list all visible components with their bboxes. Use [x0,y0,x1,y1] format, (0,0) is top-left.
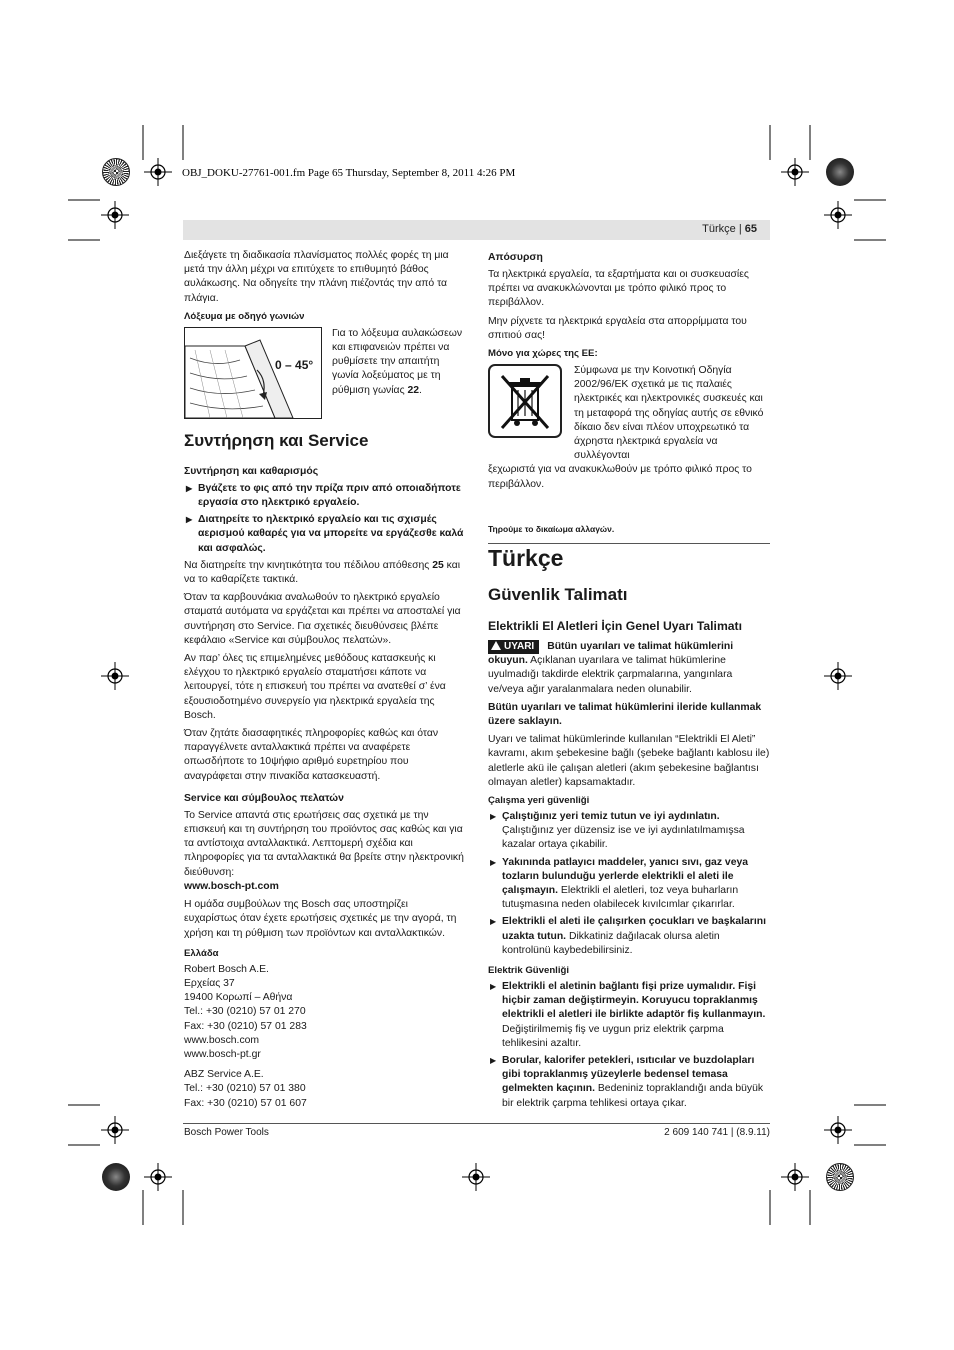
address-line: Fax: +30 (0210) 57 01 607 [184,1097,307,1109]
crosshair-icon [462,1163,490,1191]
paragraph: Η ομάδα συμβούλων της Bosch σας υποστηρίζει ευχαρίστως όταν έχετε ερωτήσεις σχετικές με την αγορά, τη χρήση και τη ρύθμιση των προϊόντων και ανταλλακτικών. [184,899,457,939]
weee-row [488,364,770,463]
paragraph: Να διατηρείτε την κινητικότητα του πέδιλου απόθεσης 25 και να το καθαρίζετε τακτικά. [184,559,461,586]
intro-paragraph: Διεξάγετε τη διαδικασία πλανίσματος πολλές φορές τη μια μετά την άλλη μέχρι να επιτύχετε το επιθυμητό βάθος αυλάκωσης. Να οδηγείτε την πλάνη πιέζοντάς την από τα πλάγια. [184,250,449,304]
section-divider [488,543,770,544]
bullet-item: ▶ Çalıştığınız yeri temiz tutun ve iyi aydınlatın. Çalıştığınız yer düzensiz ise ve iyi aydınlatılmamışsa kazalar ortaya çıkabilir. [490,811,745,851]
service-url: www.bosch-pt.com [184,880,279,892]
header-text [702,223,757,235]
workplace-heading: Çalışma yeri güvenliği [488,795,590,807]
header-language: Türkçe [702,223,736,235]
crossed-bin-icon [488,364,562,438]
paragraph: ξεχωριστά για να ανακυκλωθούν με τρόπο φιλικό προς το περιβάλλον. [488,464,752,490]
address-line: Fax: +30 (0210) 57 01 283 [184,1020,307,1032]
disposal-heading: Απόσυρση [488,252,543,263]
header-separator: | [735,223,745,235]
paragraph: Όταν ζητάτε διασαφητικές πληροφορίες καθώς και όταν παραγγέλνετε ανταλλακτικά πρέπει να αναφέρετε οπωσδήποτε το 10ψήφιο αριθμό ευρετηρίου που αναγράφεται στην πινακίδα κατασκευαστή. [184,728,439,782]
eu-heading: Μόνο για χώρες της ΕΕ: [488,348,598,360]
triangle-right-icon: ▶ [186,515,193,525]
bevel-figure [184,327,322,419]
crosshair-icon [101,1116,129,1144]
address-line: Tel.: +30 (0210) 57 01 380 [184,1083,306,1095]
bullet-item: ▶ Yakınında patlayıcı maddeler, yanıcı sıvı, gaz veya tozların bulunduğu yerlerde elektrikli el aleti ile çalışmayın. Elektrikli el aletleri, toz veya buharların tutuşmasına neden olabilecek kıvılcımlar çıkarırlar. [490,856,749,911]
bullet-item: ▶ Elektrikli el aletinin bağlantı fişi prize uymalıdır. Fişi hiçbir zaman değiştirmeyin. Koruyucu topraklanmış elektrikli el aletleri ile birlikte adaptör fiş kullanmayın. Değiştirilmemiş fiş ve uygun priz elektrik çarpma tehlikesini azaltır. [490,981,766,1049]
rights-note: Τηρούμε το δικαίωμα αλλαγών. [488,523,615,534]
triangle-right-icon: ▶ [490,917,497,927]
crosshair-icon [781,158,809,186]
maintenance-heading: Συντήρηση και Service [184,430,369,450]
crosshair-icon [144,158,172,186]
electric-safety-heading: Elektrik Güvenliği [488,965,570,977]
page-number: 65 [744,223,757,235]
warning-badge: UYARI [488,640,539,654]
crosshair-icon [144,1163,172,1191]
address-line: ABZ Service A.E. [184,1069,264,1081]
bullet-item: ▶ Διατηρείτε το ηλεκτρικό εργαλείο και τις σχισμές αερισμού καθαρές για να μπορείτε να εργάζεσθε καλά και ασφαλώς. [186,514,464,554]
bullet-item: ▶ Borular, kalorifer petekleri, ısıtıcılar ve buzdolapları gibi topraklanmış yüzeylerle bedensel temasa gelmekten kaçının. Bedeniniz topraklandığı anda büyük bir elektrik çarpma tehlikesi ortaya çıkar. [490,1055,764,1109]
bevel-subheading: Λόξευμα με οδηγό γωνιών [184,310,305,322]
bevel-figure-row [184,327,464,419]
general-warning-heading: Elektrikli El Aletleri İçin Genel Uyarı Talimatı [488,619,743,633]
warning-triangle-icon [491,641,501,650]
paragraph: Όταν τα καρβουνάκια αναλωθούν το ηλεκτρικό εργαλείο σταματά αυτόματα να εργάζεται και πρέπει να αποσταλεί για συντήρηση στο Service. Για σχετικές διευθύνσεις βλέπε κεφάλαιο «Service και σύμβουλος πελατών». [184,592,461,646]
warning-paragraph: UYARI Bütün uyarıları ve talimat hükümlerini okuyun. Açıklanan uyarılara ve talimat hükümlerine uyulmadığı takdirde elektrik çarpmalarına, yangınlara ve/veya ağır yaralanmalara neden olunabilir. [488,641,734,695]
address-line: Ερχείας 37 [184,977,235,989]
paragraph: Το Service απαντά στις ερωτήσεις σας σχετικά με την επισκευή και τη συντήρηση του προϊόντος σας καθώς και για τα αντίστοιχα ανταλλακτικά. Λεπτομερή σχέδια και πληροφορίες για τα ανταλλακτικά θα βρείτε στην ηλεκτρονική διεύθυνση: [184,809,464,878]
footer-brand: Bosch Power Tools [184,1127,269,1138]
address-line: Robert Bosch A.E. [184,963,269,975]
weee-text: Σύμφωνα με την Κοινοτική Οδηγία 2002/96/ΕΚ σχετικά με τις παλαιές ηλεκτρικές και ηλεκτρονικές συσκευές και τη μεταφορά της οδηγίας αυτής σε εθνικό δίκαιο δεν είναι πλέον υποχρεωτικό τα άχρηστα ηλεκτρικά εργαλεία να συλλέγονται [574,365,764,462]
service-heading: Service και σύμβουλος πελατών [184,792,344,804]
footer-doc-number: 2 609 140 741 | (8.9.11) [664,1127,770,1138]
paragraph: Αν παρ’ όλες τις επιμελημένες μεθόδους κατασκευής κι ελέγχου το ηλεκτρικό εργαλείο σταματήσει κάποτε να λειτουργεί, τότε η επισκευή του πρέπει να ανατεθεί σ’ ένα εξουσιοδοτημένο συνεργείο για ηλεκτρικά εργαλεία της Bosch. [184,653,446,721]
keep-instructions: Bütün uyarıları ve talimat hükümlerini ileride kullanmak üzere saklayın. [488,701,762,728]
turkish-section [488,545,770,1114]
crosshair-icon [101,662,129,690]
paragraph: Uyarı ve talimat hükümlerinde kullanılan “Elektrikli El Aleti” kavramı, akım şebekesine bağlı (şebeke bağlantı kablosu ile) aletlerle akü ile çalışan aletleri (akım şebekesine bağlantısı olmayan aletler) kapsamaktadır. [488,734,770,788]
paragraph: Τα ηλεκτρικά εργαλεία, τα εξαρτήματα και οι συσκευασίες πρέπει να ανακυκλώνονται με τρόπο φιλικό προς το περιβάλλον. [488,269,749,309]
crosshair-icon [824,662,852,690]
bullet-item: ▶ Βγάζετε το φις από την πρίζα πριν από οποιαδήποτε εργασία στο ηλεκτρικό εργαλείο. [186,482,461,509]
crosshair-icon [101,201,129,229]
footer-divider [183,1123,770,1124]
triangle-right-icon: ▶ [490,812,497,822]
triangle-right-icon: ▶ [186,483,193,493]
address-line: www.bosch-pt.gr [184,1048,261,1060]
paragraph: Μην ρίχνετε τα ηλεκτρικά εργαλεία στα απορρίμματα του σπιτιού σας! [488,315,747,341]
address-line: Tel.: +30 (0210) 57 01 270 [184,1006,306,1018]
planer-bevel-illustration [185,328,321,418]
address-line: www.bosch.com [184,1034,260,1046]
country-heading: Ελλάδα [184,947,219,959]
triangle-right-icon: ▶ [490,857,497,867]
page-header [183,220,770,240]
cleaning-heading: Συντήρηση και καθαρισμός [184,465,319,477]
triangle-right-icon: ▶ [490,982,497,992]
right-column [488,249,770,540]
crosshair-icon [824,201,852,229]
print-info-line: OBJ_DOKU-27761-001.fm Page 65 Thursday, September 8, 2011 4:26 PM [182,167,516,179]
left-column [184,249,464,1111]
crosshair-icon [781,1163,809,1191]
crosshair-icon [824,1116,852,1144]
language-title: Türkçe [488,545,564,571]
bevel-text: Για το λόξευμα αυλακώσεων και επιφανειών πρέπει να ρυθμίσετε την απαιτήτη γωνία λοξεύματος με τη ρύθμιση γωνίας 22. [332,327,463,396]
safety-heading: Güvenlik Talimatı [488,585,628,604]
address-line: 19400 Κορωπί – Αθήνα [184,992,293,1004]
address-block-1 [184,963,464,1062]
address-block-2 [184,1068,464,1111]
angle-range-label: 0 – 45° [275,357,314,372]
triangle-right-icon: ▶ [490,1056,497,1066]
bullet-item: ▶ Elektrikli el aleti ile çalışırken çocukları ve başkalarını uzakta tutun. Dikkatiniz dağılacak olursa aletin kontrolünü kaybedebilirsiniz. [490,916,766,956]
